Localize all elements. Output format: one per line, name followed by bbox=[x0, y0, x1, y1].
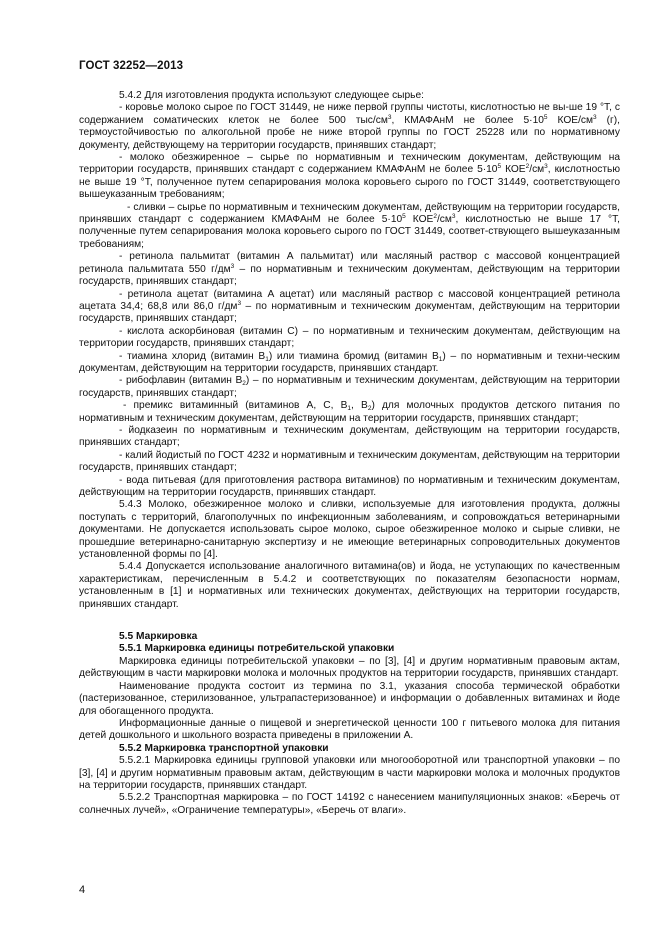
multiply-sign: · bbox=[482, 164, 487, 176]
list-item-retinol-acetate: - ретинола ацетат (витамина А ацетат) или масляный раствор с массовой концентрацией ретинола ацетата 34,4; 68,8 или 86,0 $г/дм^3$ – по нормативным и техническим документам, действующим на территории государств, принявших стандарт; bbox=[79, 288, 620, 325]
para-5-5-2-2: 5.5.2.2 Транспортная маркировка – по ГОСТ 14192 с нанесением манипуляционных знаков: «Беречь от солнечных лучей», «Ограничение температуры», «Беречь от влаги». bbox=[79, 792, 620, 816]
section-spacer bbox=[79, 611, 620, 631]
para-5-4-2-intro: 5.4.2 Для изготовления продукта используют следующее сырье: bbox=[119, 90, 424, 101]
subsection-title-5-5-1: 5.5.1 Маркировка единицы потребительской упаковки bbox=[119, 643, 395, 655]
standard-header: ГОСТ 32252—2013 bbox=[79, 60, 184, 72]
list-item-cream: - сливки – сырье по нормативным и техническим документам, действующим на территории государств, принявших стандарт с содержанием КМАФАнМ не более $5\cdot 10^5$ $КОЕ^2/см^3$, кислотностью не выше 17 °Т, полученные путем сепарирования молока коровьего сырого по ГОСТ 31449, соответ-ствующего вышеуказанным требованиям; bbox=[79, 201, 621, 250]
list-item-drinking-water: - вода питьевая (для приготовления раствора витаминов) по нормативным и техническим документам, действующим на территории государств, принявших стандарт. bbox=[79, 474, 620, 498]
list-item-retinol-palmitate: - ретинола пальмитат (витамин А пальмитат) или масляный раствор с массовой концентрацией ретинола пальмитата 550 $г/дм^3$ – по нормативным и техническим документам, действующим на территории государств, принявших стандарт; bbox=[79, 251, 620, 288]
list-item-iodcasein: - йодказеин по нормативным и техническим документам, действующим на территории государств, принявших стандарт; bbox=[79, 424, 620, 449]
list-item-premix: - премикс витаминный (витаминов А, С, $В_1$, $В_2$) для молочных продуктов детского питания по нормативным и техническим документам, действующим на территории государств, принявших стандарт; bbox=[79, 400, 620, 424]
list-item-raw-milk: - коровье молоко сырое по ГОСТ 31449, не ниже первой группы чистоты, кислотностью не вы-ше 19 °Т, с содержанием соматических клеток не более 500 тыс/$см^3$, КМАФАнМ не более $5\cdot 10^5$ КОЕ/$см^3$ (г), термоустойчивостью по алкогольной пробе не ниже второй группы по ГОСТ 25228 или по нормативному документу, действующему на территории государств, принявших стандарт; bbox=[79, 102, 620, 151]
multiply-sign: · bbox=[387, 214, 391, 226]
list-item-thiamine: - тиамина хлорид (витамин $В_1$) или тиамина бромид (витамин $В_1$) – по нормативным и техни-ческим документам, действующим на территории государств, принявших стандарт. bbox=[79, 350, 621, 374]
para-5-4-4: 5.4.4 Допускается использование аналогичного витамина(ов) и йода, не уступающих по качественным характеристикам, перечисленным в 5.4.2 и соответствующих по показателям безопасности нормам, установленным в [1] и нормативных или технических документах, действующих на территории государств, принявших стандарт. bbox=[79, 561, 620, 610]
list-item-ascorbic-acid: - кислота аскорбиновая (витамин С) – по нормативным и техническим документам, действующим на территории государств, принявших стандарт; bbox=[79, 325, 620, 350]
subsection-title-5-5-2: 5.5.2 Маркировка транспортной упаковки bbox=[119, 742, 329, 754]
page-number: 4 bbox=[79, 884, 86, 896]
para-5-4-3: 5.4.3 Молоко, обезжиренное молоко и сливки, используемые для изготовления продукта, должны поступать с территорий, благополучных по инфекционным заболеваниям, и сопровождаться ветеринарными документами. Не допускается использовать сырое молоко, сырое обезжиренное молоко и сырые сливки, не прошедшие ветеринарно-санитарную экспертизу и не имеющие ветеринарных сопроводительных документов установленной формы по [4]. bbox=[79, 499, 620, 561]
para-5-5-1-b: Наименование продукта состоит из термина по 3.1, указания способа термической обработки (пастеризованное, стерилизованное, ультрапастеризованное) и информации о добавленных витаминах и йоде для обогащенного продукта. bbox=[79, 680, 620, 717]
list-item-skim-milk: - молоко обезжиренное – сырье по нормативным и техническим документам, действующим на территории государств, принявших стандарт с содержанием КМАФАнМ не более $5\cdot 10^5$ $КОЕ^2/см^3$, кислотностью не выше 19 °Т, полученное путем сепарирования молока коровьего сырого по ГОСТ 31449, соответствующего вышеуказанным требованиям; bbox=[79, 152, 620, 201]
para-5-5-1-c: Информационные данные о пищевой и энергетической ценности 100 г питьевого молока для питания детей дошкольного и школьного возраста приведены в приложении А. bbox=[79, 717, 620, 742]
section-title-5-5: 5.5 Маркировка bbox=[119, 631, 198, 643]
para-5-5-1-a: Маркировка единицы потребительской упаковки – по [3], [4] и другим нормативным правовым актам, действующим в части маркировки молока и молочных продуктов на территории государств, принявших стандарт. bbox=[79, 655, 620, 680]
list-item-potassium-iodide: - калий йодистый по ГОСТ 4232 и нормативным и техническим документам, действующим на территории государств, принявших стандарт; bbox=[79, 449, 620, 474]
multiply-sign: · bbox=[529, 114, 533, 126]
document-body bbox=[79, 90, 620, 817]
para-5-5-2-1: 5.5.2.1 Маркировка единицы групповой упаковки или многооборотной или транспортной упаковки – по [3], [4] и другим нормативным правовым актам, действующим в части маркировки молока и молочных продуктов на территории государств, принявших стандарт. bbox=[79, 755, 620, 791]
list-item-riboflavin: - рибофлавин (витамин $В_2$) – по нормативным и техническим документам, действующим на территории государств, принявших стандарт; bbox=[79, 375, 620, 399]
